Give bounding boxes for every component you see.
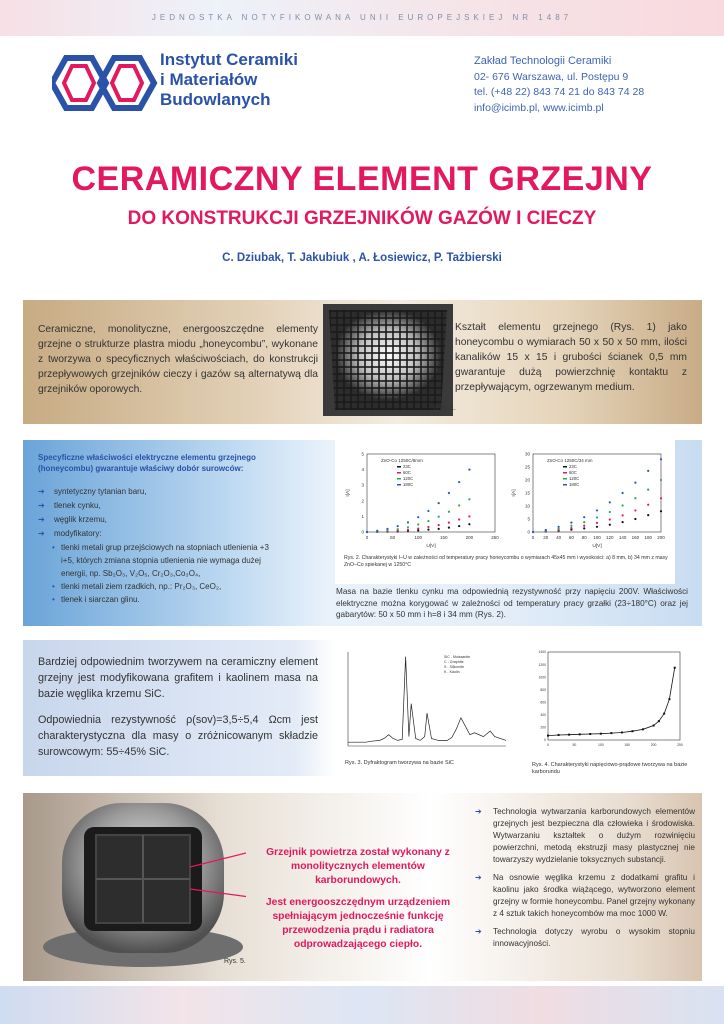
- legend-label: 120C: [569, 476, 580, 481]
- x-tick-label: 40: [556, 535, 562, 540]
- phone-number: tel. (+48 22) 843 74 21 do 843 74 28: [474, 86, 645, 98]
- data-point: [596, 516, 598, 518]
- data-point: [558, 734, 560, 736]
- chart-title: ZnO-Co 1250C/8mm: [381, 458, 423, 463]
- x-tick-label: 100: [597, 743, 604, 747]
- legend-swatch: [563, 466, 567, 468]
- figure-caption: Rys. 3. Dyfraktogram tworzywa na bazie SiC: [345, 760, 454, 766]
- institute-name: [160, 50, 360, 110]
- arrow-icon: ➔: [475, 927, 482, 936]
- data-point: [438, 528, 440, 530]
- poster-title: CERAMICZNY ELEMENT GRZEJNY: [71, 160, 653, 198]
- callout-text: Jest energooszczędnym urządzeniem spełniającym jednocześnie funkcję przewodzenia prądu i radiatora odprowadzającego ciepło.: [265, 897, 451, 950]
- x-tick-label: 0: [365, 535, 369, 540]
- chart-title: ZnO-Co 1250C/34 mm: [547, 458, 593, 463]
- plot-area: [548, 652, 680, 740]
- data-point: [568, 734, 570, 736]
- data-point: [397, 525, 399, 527]
- materials-list: [38, 452, 270, 606]
- institute-line: Budowlanych: [160, 90, 271, 109]
- data-point: [647, 489, 649, 491]
- institute-logo: [52, 52, 162, 114]
- data-point: [448, 527, 450, 529]
- x-tick-label: 250: [677, 743, 683, 747]
- data-point: [596, 509, 598, 511]
- data-point: [448, 492, 450, 494]
- data-point: [647, 514, 649, 516]
- data-point: [458, 504, 460, 506]
- x-tick-label: 180: [644, 535, 652, 540]
- data-point: [647, 470, 649, 472]
- honeycomb-photo: [323, 304, 453, 416]
- data-point: [468, 469, 470, 471]
- legend-label: 60C: [403, 470, 411, 475]
- legend-swatch: [563, 484, 567, 486]
- data-point: [407, 526, 409, 528]
- poster-subtitle: DO KONSTRUKCJI GRZEJNIKÓW GAZÓW I CIECZY: [127, 208, 597, 229]
- data-point: [570, 527, 572, 529]
- data-point: [622, 492, 624, 494]
- y-tick-label: 30: [524, 451, 530, 457]
- notified-body-label: JEDNOSTKA NOTYFIKOWANA UNII EUROPEJSKIEJ NR 1487: [151, 13, 573, 22]
- list-item: ➔ tlenek cynku,: [38, 501, 101, 510]
- list-item: ➔ modyfikatory:: [38, 529, 102, 538]
- x-tick-label: 50: [390, 535, 396, 540]
- data-point: [583, 525, 585, 527]
- data-point: [653, 725, 655, 727]
- data-point: [634, 509, 636, 511]
- y-tick-label: 1200: [538, 662, 546, 667]
- x-tick-label: 100: [593, 535, 601, 540]
- plot-area: [367, 454, 495, 532]
- data-point: [407, 521, 409, 523]
- y-tick-label: 0: [527, 529, 530, 535]
- intro-text: Ceramiczne, monolityczne, energooszczędne elementy grzejne o strukturze plastra miodu „honeycombu”, wykonane z tworzywa o specyficznych właściwościach, do konstrukcji przepływowych grzejników cieczy i gazów są alternatywą dla grzejników oporowych.: [38, 324, 318, 395]
- data-point: [427, 510, 429, 512]
- legend-label: K - Kaolin: [444, 670, 460, 674]
- data-point: [583, 516, 585, 518]
- materials-heading: Specyficzne właściwości elektryczne elementu grzejnego (honeycombu) gwarantuje właściwy dobór surowców:: [38, 453, 256, 473]
- y-tick-label: 25: [524, 464, 530, 470]
- data-point: [634, 497, 636, 499]
- data-point: [634, 482, 636, 484]
- data-point: [642, 728, 644, 730]
- plot-background: [340, 648, 510, 756]
- data-point: [427, 526, 429, 528]
- legend-swatch: [563, 472, 567, 474]
- data-point: [663, 713, 665, 715]
- data-point: [658, 720, 660, 722]
- x-tick-label: 80: [581, 535, 587, 540]
- arrow-icon: ➔: [475, 807, 482, 816]
- x-tick-label: 200: [465, 535, 474, 540]
- arrow-icon: ➔: [38, 501, 45, 510]
- street-address: 02- 676 Warszawa, ul. Postępu 9: [474, 70, 629, 83]
- department-name: Zakład Technologii Ceramiki: [474, 55, 612, 67]
- x-tick-label: 150: [440, 535, 448, 540]
- data-point: [458, 525, 460, 527]
- x-tick-label: 0: [547, 743, 549, 747]
- data-point: [668, 698, 670, 700]
- y-tick-label: 600: [540, 700, 546, 705]
- data-point: [532, 531, 534, 533]
- legend-label: 60C: [569, 470, 577, 475]
- data-point: [583, 527, 585, 529]
- x-tick-label: 140: [618, 535, 627, 540]
- figure-caption: Rys. 5.: [224, 958, 246, 965]
- data-point: [386, 528, 388, 530]
- callout-text: Grzejnik powietrza został wykonany z monolitycznych elementów karborundowych.: [266, 847, 450, 886]
- data-point: [660, 497, 662, 499]
- y-tick-label: 15: [524, 490, 530, 496]
- list-item: ➔ syntetyczny tytanian baru,: [38, 487, 147, 496]
- sub-list-item: • tlenek i siarczan glinu.: [52, 595, 140, 604]
- legend-swatch: [563, 478, 567, 480]
- x-axis-label: U[V]: [592, 544, 602, 549]
- data-point: [397, 528, 399, 530]
- contact-address: [474, 54, 714, 116]
- data-point: [547, 735, 549, 737]
- data-point: [610, 732, 612, 734]
- data-point: [376, 530, 378, 532]
- x-tick-label: 250: [491, 535, 499, 540]
- paragraph: Odpowiednia rezystywność ρ(sov)=3,5÷5,4 Ωcm jest charakterystyczna dla masy o zróżnicowanym składzie surowcowym: 55÷45% SiC.: [38, 714, 318, 758]
- x-tick-label: 0: [531, 535, 535, 540]
- zno-description-text: Masa na bazie tlenku cynku ma odpowiednią rezystywność przy napięciu 200V. Właściwości elektryczne można korygować w zależności od temperatury pracy grzałki (23÷180°C) oraz jej gabarytów: 50 x 50 mm i h=8 i 34 mm (Rys. 2).: [336, 587, 688, 619]
- x-tick-label: 160: [631, 535, 640, 540]
- arrow-icon: ➔: [38, 529, 45, 538]
- legend-label: 23C: [403, 464, 411, 469]
- data-point: [458, 481, 460, 483]
- top-banner: [0, 0, 724, 36]
- data-point: [448, 511, 450, 513]
- data-point: [631, 730, 633, 732]
- y-tick-label: 0: [361, 529, 364, 535]
- iv-chart-8mm: [341, 444, 506, 556]
- y-axis-label: I[A]: [512, 489, 517, 497]
- data-point: [596, 526, 598, 528]
- y-tick-label: 1400: [538, 650, 546, 655]
- data-point: [647, 504, 649, 506]
- figure-caption: Rys. 2. Charakterystyki I–U w zależności od temperatury pracy honeycombu o wymiarach 45x45 mm i wysokości: a) 8 mm, b) 34 mm z masy ZnO–Co spiekanej w 1250°C: [344, 555, 668, 568]
- data-point: [417, 523, 419, 525]
- data-point: [609, 524, 611, 526]
- data-point: [427, 529, 429, 531]
- legend-label: SiC - Moissanite: [444, 655, 471, 659]
- list-item: ➔ węglik krzemu,: [38, 515, 107, 524]
- arrow-icon: ➔: [38, 515, 45, 524]
- data-point: [545, 529, 547, 531]
- data-point: [417, 516, 419, 518]
- sub-list-item: • tlenki metali grup przejściowych na stopniach utlenienia +3 i+5, których zmiana stopnia utlenienia nie wymaga dużej energii, np. Sb₂O₃, V₂O₅, Cr₂O₃,Co₃O₄,: [52, 543, 269, 578]
- legend-label: S - Siliconite: [444, 665, 464, 669]
- y-tick-label: 5: [527, 516, 530, 522]
- iv-sic-chart: [528, 648, 688, 758]
- y-tick-label: 400: [540, 713, 546, 718]
- data-point: [458, 518, 460, 520]
- figure-caption: Rys. 1.: [434, 405, 456, 412]
- legend-label: 180C: [403, 482, 414, 487]
- bullet-icon: •: [52, 543, 55, 552]
- data-point: [448, 522, 450, 524]
- y-tick-label: 20: [524, 477, 530, 483]
- list-item: ➔ Na osnowie węglika krzemu z dodatkami grafitu i kaolinu jako środka wiążącego, wytworzono element grzejny w formie honeycombu. Panel grzejny wykonany z 4 sztuk takich honeycombów ma moc 1000 W.: [475, 873, 695, 918]
- data-point: [366, 531, 368, 533]
- y-tick-label: 200: [540, 725, 546, 730]
- data-point: [622, 521, 624, 523]
- data-point: [579, 733, 581, 735]
- institute-line: i Materiałów: [160, 70, 258, 89]
- y-tick-label: 4: [361, 467, 364, 473]
- y-tick-label: 5: [361, 451, 364, 457]
- data-point: [438, 502, 440, 504]
- data-point: [609, 511, 611, 513]
- legend-swatch: [397, 478, 401, 480]
- data-point: [570, 522, 572, 524]
- y-tick-label: 3: [361, 482, 364, 488]
- legend-swatch: [397, 484, 401, 486]
- y-axis-label: I[A]: [346, 489, 351, 497]
- legend-label: 120C: [403, 476, 414, 481]
- y-tick-label: 800: [540, 687, 546, 692]
- data-point: [427, 520, 429, 522]
- data-point: [407, 529, 409, 531]
- bullet-icon: •: [52, 595, 55, 604]
- legend-swatch: [397, 472, 401, 474]
- data-point: [674, 667, 676, 669]
- data-point: [438, 524, 440, 526]
- bullet-icon: •: [52, 582, 55, 591]
- data-point: [570, 525, 572, 527]
- institute-line: Instytut Ceramiki: [160, 50, 298, 69]
- figure-caption: Rys. 4. Charakterystyki napięciowo-prądowe tworzywa na bazie karborundu: [532, 762, 688, 775]
- data-point: [622, 504, 624, 506]
- y-tick-label: 0: [544, 738, 546, 743]
- x-tick-label: 50: [572, 743, 577, 747]
- data-point: [621, 731, 623, 733]
- iv-chart-34mm: [507, 444, 672, 556]
- data-point: [438, 516, 440, 518]
- arrow-icon: ➔: [475, 873, 482, 882]
- data-point: [417, 529, 419, 531]
- plot-area: [533, 454, 661, 532]
- data-point: [468, 523, 470, 525]
- bottom-banner: [0, 986, 724, 1024]
- x-tick-label: 200: [650, 743, 657, 747]
- legend-swatch: [397, 466, 401, 468]
- data-point: [417, 527, 419, 529]
- x-tick-label: 100: [414, 535, 422, 540]
- list-item: ➔ Technologia wytwarzania karborundowych elementów grzejnych jest bezpieczna dla człowieka i środowiska. Wytwarzaniu kształtek o dużym rozwinięciu powierzchni, metodą ekstruzji masy plastycznej nie towarzyszy wydzielanie toksycznych substancji.: [475, 807, 695, 864]
- data-point: [589, 733, 591, 735]
- data-point: [596, 522, 598, 524]
- shape-description-text: Kształt elementu grzejnego (Rys. 1) jako honeycombu o wymiarach 50 x 50 x 50 mm, ilości kanalików 15 x 15 i grubości ścianek 0,5 mm gwarantuje dużą powierzchnię kontaktu z przepływającym, ogrzewanym medium.: [455, 322, 687, 393]
- xrd-chart: [340, 648, 510, 756]
- heater-callout: [262, 846, 454, 960]
- data-point: [634, 518, 636, 520]
- y-tick-label: 1: [361, 513, 364, 519]
- data-point: [622, 514, 624, 516]
- data-point: [600, 733, 602, 735]
- sic-text: [38, 654, 318, 770]
- paragraph: Bardziej odpowiednim tworzywem na ceramiczny element grzejny jest modyfikowana grafitem i kaolinem masa na bazie węglika krzemu SiC.: [38, 656, 318, 700]
- authors-line: C. Dziubak, T. Jakubiuk , A. Łosiewicz, P. Tażbierski: [222, 252, 502, 264]
- x-tick-label: 20: [543, 535, 549, 540]
- data-point: [609, 518, 611, 520]
- y-tick-label: 1000: [538, 675, 546, 680]
- y-tick-label: 10: [524, 503, 530, 509]
- x-axis-label: U[V]: [426, 544, 436, 549]
- data-point: [583, 521, 585, 523]
- arrow-icon: ➔: [38, 487, 45, 496]
- sub-list-item: • tlenki metali ziem rzadkich, np.: Pr₂O₃, CeO₂,: [52, 582, 222, 591]
- data-point: [609, 501, 611, 503]
- data-point: [468, 498, 470, 500]
- data-point: [660, 458, 662, 460]
- x-tick-label: 120: [606, 535, 614, 540]
- email-website[interactable]: info@icimb.pl, www.icimb.pl: [474, 101, 604, 114]
- legend-label: 23C: [569, 464, 577, 469]
- x-tick-label: 200: [657, 535, 665, 540]
- data-point: [660, 479, 662, 481]
- x-tick-label: 60: [568, 535, 574, 540]
- list-item: ➔ Technologia dotyczy wyrobu o wysokim stopniu innowacyjności.: [475, 927, 695, 948]
- data-point: [660, 510, 662, 512]
- heater-photo: [40, 797, 246, 969]
- x-tick-label: 150: [624, 743, 631, 747]
- y-tick-label: 2: [361, 498, 364, 504]
- data-point: [468, 515, 470, 517]
- data-point: [558, 526, 560, 528]
- legend-label: 180C: [569, 482, 580, 487]
- legend-label: C - Graphite: [444, 660, 464, 664]
- technology-list: [475, 806, 695, 956]
